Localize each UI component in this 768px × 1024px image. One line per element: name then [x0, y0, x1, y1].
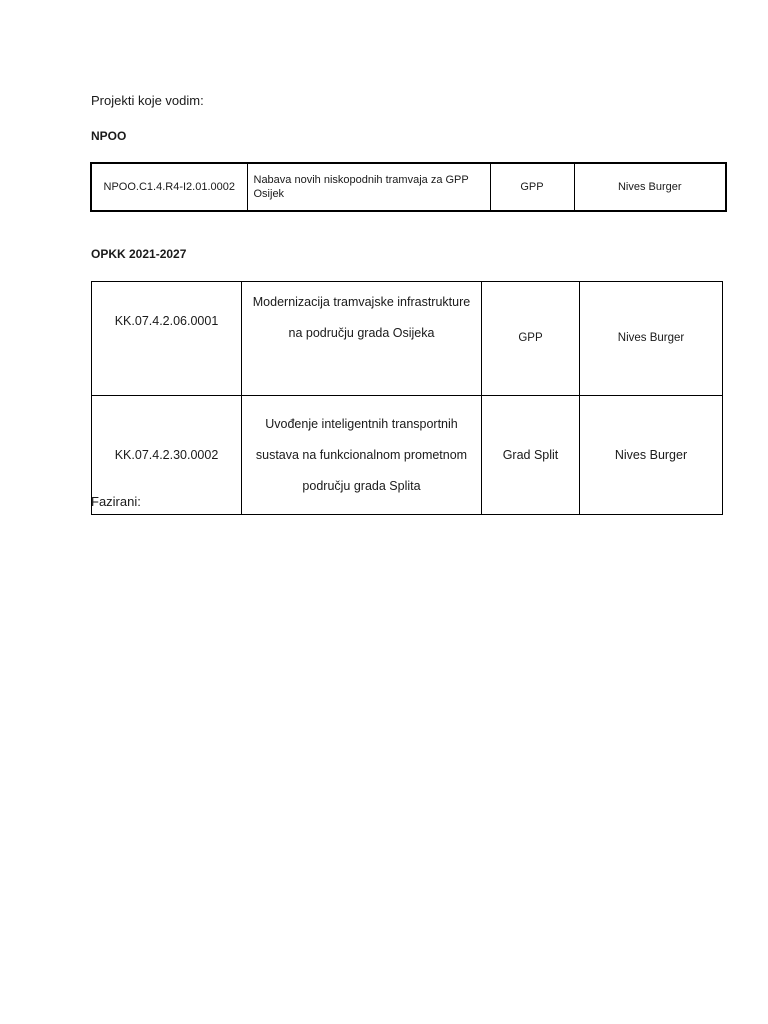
opkk-table — [91, 281, 723, 515]
project-manager: Nives Burger — [574, 163, 726, 211]
npoo-table — [90, 162, 727, 212]
project-beneficiary: GPP — [490, 163, 574, 211]
project-manager: Nives Burger — [580, 396, 723, 515]
project-beneficiary: GPP — [482, 282, 580, 396]
intro-text: Projekti koje vodim: — [91, 93, 204, 108]
project-code: KK.07.4.2.06.0001 — [92, 282, 242, 396]
project-title-line: Uvođenje inteligentnih transportnih — [265, 416, 458, 431]
project-title-line: na području grada Osijeka — [288, 326, 435, 340]
npoo-heading: NPOO — [91, 129, 127, 143]
project-title: Nabava novih niskopodnih tramvaja za GPP Osijek — [247, 163, 490, 211]
project-title-line: području grada Splita — [302, 478, 421, 493]
project-manager: Nives Burger — [580, 282, 723, 396]
table-row — [92, 396, 723, 515]
footer-text: Fazirani: — [91, 494, 141, 509]
table-row — [92, 282, 723, 396]
opkk-heading: OPKK 2021-2027 — [91, 247, 187, 261]
project-code: NPOO.C1.4.R4-I2.01.0002 — [91, 163, 247, 211]
project-title — [242, 396, 482, 515]
project-code: KK.07.4.2.30.0002 — [92, 396, 242, 515]
project-beneficiary: Grad Split — [482, 396, 580, 515]
table-row — [91, 163, 726, 211]
project-title-line: Modernizacija tramvajske infrastrukture — [252, 295, 471, 309]
project-title — [242, 282, 482, 396]
project-title-line: sustava na funkcionalnom prometnom — [255, 447, 468, 462]
